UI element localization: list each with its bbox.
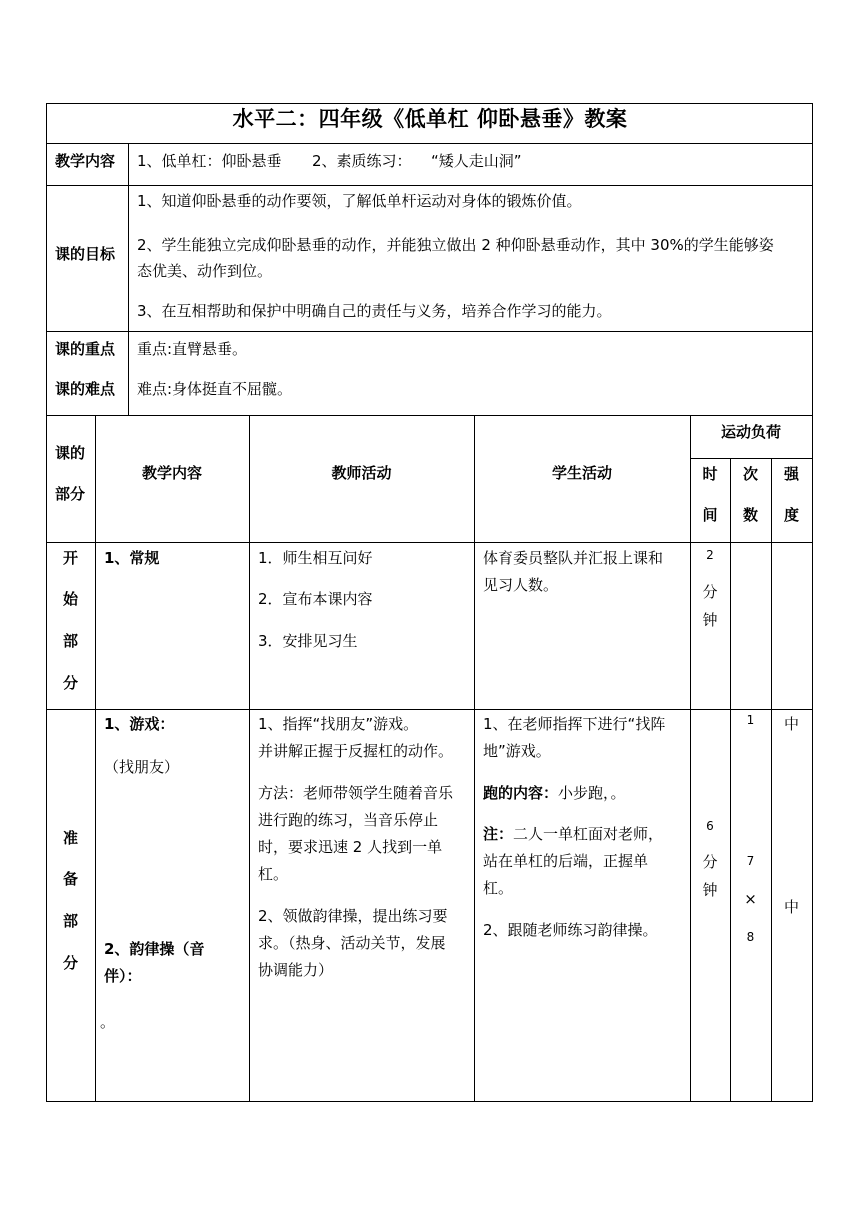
table-rule	[690, 458, 813, 459]
section1-teacher-item: 3．安排见习生	[258, 632, 358, 650]
section1-teacher-item: 2．宣布本课内容	[258, 590, 373, 608]
table-rule	[46, 542, 813, 543]
table-rule	[46, 331, 813, 332]
header-part-line-2: 部分	[55, 485, 86, 503]
section2-student-note: 杠。	[483, 879, 514, 897]
section2-part-char: 部	[62, 912, 78, 930]
section2-content-rhythm-1: 2、韵律操（音	[104, 940, 205, 958]
table-rule	[46, 185, 813, 186]
difficulty-text: 难点:身体挺直不屈髋。	[137, 380, 293, 398]
key-point-label: 课的重点	[55, 340, 116, 358]
goal-1: 1、知道仰卧悬垂的动作要领，了解低单杆运动对身体的锻炼价值。	[137, 192, 582, 210]
header-load: 运动负荷	[720, 423, 781, 441]
section2-student-note-label: 注：	[483, 825, 514, 843]
section2-student-note: 站在单杠的后端，正握单	[483, 852, 649, 870]
table-rule	[46, 415, 813, 416]
section2-content-game-name: （找朋友）	[104, 758, 180, 776]
section1-time-unit-2: 钟	[702, 611, 718, 629]
section2-part-char: 备	[62, 870, 78, 888]
section2-content-game: 1、游戏：	[104, 715, 175, 733]
table-rule	[730, 458, 731, 1102]
header-part-line-1: 课的	[55, 444, 86, 462]
section2-teacher-rhythm: 协调能力）	[258, 961, 334, 979]
section2-student-line: 1、在老师指挥下进行“找阵	[483, 715, 666, 733]
section2-count-1: 1	[746, 713, 755, 727]
table-border-top	[46, 103, 813, 104]
content-item-1: 1、低单杠：仰卧悬垂	[137, 152, 282, 170]
header-time-line-1: 时	[702, 465, 718, 483]
section1-time-unit-1: 分	[702, 583, 718, 601]
table-rule	[95, 415, 96, 1102]
goals-label: 课的目标	[55, 245, 116, 263]
section1-student-line-1: 体育委员整队并汇报上课和	[483, 549, 664, 567]
section2-count-x: ×	[744, 890, 757, 908]
section2-count-8: 8	[746, 930, 755, 944]
section2-student-note: 二人一单杠面对老师，	[513, 825, 664, 843]
section1-part-char: 分	[62, 674, 78, 692]
table-rule	[46, 709, 813, 710]
goal-2-line-2: 态优美、动作到位。	[137, 262, 273, 280]
content-item-2-quote: “矮人走山洞”	[431, 152, 522, 170]
header-time-line-2: 间	[702, 506, 718, 524]
section1-student-line-2: 见习人数。	[483, 576, 559, 594]
section2-teacher-method: 杠。	[258, 865, 289, 883]
section2-teacher-method: 进行跑的练习，当音乐停止	[258, 811, 439, 829]
section2-student-run-text: 小步跑，。	[558, 784, 626, 802]
header-intensity-line-1: 强	[783, 465, 799, 483]
header-content: 教学内容	[141, 464, 202, 482]
table-border-bottom	[46, 1101, 813, 1102]
page-title: 水平二：四年级《低单杠 仰卧悬垂》教案	[232, 107, 628, 131]
section2-teacher-rhythm: 求。（热身、活动关节，发展	[258, 934, 446, 952]
header-count-line-2: 数	[742, 506, 758, 524]
table-rule	[474, 415, 475, 1102]
key-point-text: 重点:直臂悬垂。	[137, 340, 248, 358]
header-student: 学生活动	[551, 464, 612, 482]
section2-teacher-method: 时，要求迅速 2 人找到一单	[258, 838, 443, 856]
table-rule	[128, 143, 129, 416]
section2-student-run-label: 跑的内容：	[483, 784, 559, 802]
section2-teacher-method: 方法：老师带领学生随着音乐	[258, 784, 454, 802]
section2-part-char: 分	[62, 954, 78, 972]
table-rule	[771, 458, 772, 1102]
header-intensity-line-2: 度	[783, 506, 799, 524]
header-count-line-1: 次	[742, 465, 758, 483]
section1-part-char: 开	[62, 549, 78, 567]
section2-teacher-rhythm: 2、领做韵律操，提出练习要	[258, 907, 448, 925]
section2-time-unit-2: 钟	[702, 881, 718, 899]
section2-part-char: 准	[62, 829, 78, 847]
section2-teacher-line: 并讲解正握于反握杠的动作。	[258, 742, 454, 760]
section2-teacher-line: 1、指挥“找朋友”游戏。	[258, 715, 419, 733]
section1-part-char: 始	[62, 590, 78, 608]
header-teacher: 教师活动	[331, 464, 392, 482]
section2-intensity-1: 中	[783, 715, 799, 733]
table-rule	[249, 415, 250, 1102]
goal-2-line-1: 2、学生能独立完成仰卧悬垂的动作，并能独立做出 2 种仰卧悬垂动作，其中 30%的学生能够姿	[137, 236, 774, 254]
section1-time-number: 2	[706, 548, 714, 562]
section2-count-7: 7	[746, 854, 755, 868]
section1-content: 1、常规	[104, 549, 160, 567]
table-rule	[46, 143, 813, 144]
goal-3: 3、在互相帮助和保护中明确自己的责任与义务，培养合作学习的能力。	[137, 302, 612, 320]
section2-time-number: 6	[706, 819, 714, 833]
section2-content-dot: 。	[100, 1013, 116, 1031]
section2-student-rhythm: 2、跟随老师练习韵律操。	[483, 921, 658, 939]
section2-time-unit-1: 分	[702, 853, 718, 871]
section1-part-char: 部	[62, 632, 78, 650]
section2-intensity-2: 中	[783, 898, 799, 916]
difficulty-label: 课的难点	[55, 380, 116, 398]
table-border-right	[812, 103, 813, 1102]
section2-content-rhythm-2: 伴）：	[104, 967, 142, 985]
section2-student-line: 地”游戏。	[483, 742, 551, 760]
content-row-label: 教学内容	[55, 152, 116, 170]
section1-teacher-item: 1．师生相互问好	[258, 549, 373, 567]
content-item-2: 2、素质练习：	[312, 152, 412, 170]
